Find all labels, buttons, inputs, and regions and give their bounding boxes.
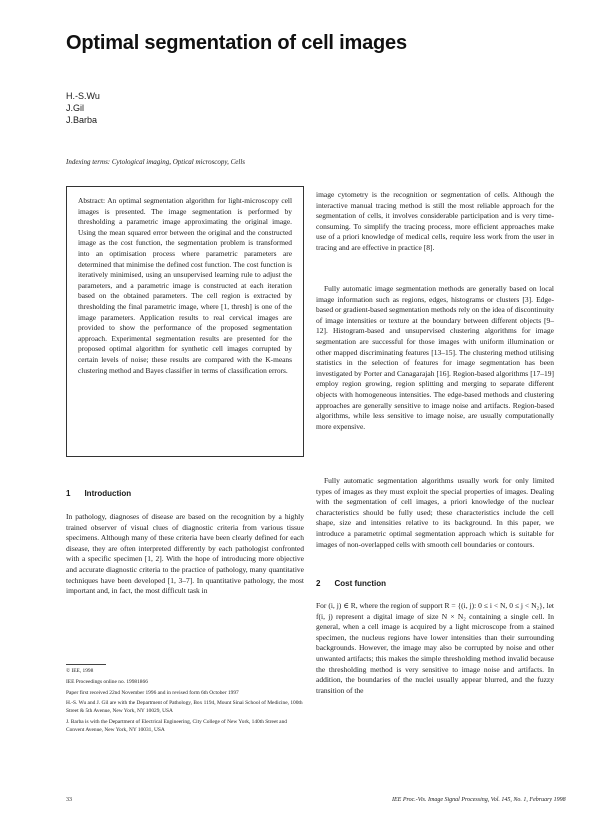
indexing-terms bbox=[66, 158, 245, 166]
paragraph: image cytometry is the recognition or segmentation of cells. Although the interactive manual tracing method is still the most reliable approach for the segmentation of cells, it involves considerable participation and is very time-consuming. To simplify the tracing process, more efficient approaches make use of a priori knowledge of medical cells, require less work from the user in tracing and are effective in practice [8]. bbox=[316, 190, 554, 252]
abstract bbox=[78, 196, 292, 376]
indexing-terms-label: Indexing terms: bbox=[66, 158, 111, 166]
section-number: 2 bbox=[316, 579, 321, 588]
section-heading-cost-function bbox=[316, 579, 386, 588]
abstract-label: Abstract: bbox=[78, 196, 106, 205]
section-title: Cost function bbox=[334, 579, 386, 588]
author-name: H.-S.Wu bbox=[66, 91, 100, 101]
paragraph: For (i, j) ∈ R, where the region of support R = {(i, j): 0 ≤ i < N, 0 ≤ j < N₂}, let f(i, j) represent a digital image of size N × N₂ containing a single cell. In general, when a cell image is acquired by a light microscope from a stained specimen, the nucleus regions have lower intensities than their surrounding backgrounds. However, the image may also be corrupted by noise and other unwanted artifacts; this makes the simple thresholding method invalid because the thresholding method is very sensitive to image noise and artifacts. In addition, the boundaries of the nuclei usually appear blurred, and the fuzzy transition of the bbox=[316, 601, 554, 695]
footnote: J. Barba is with the Department of Electrical Engineering, City College of New York, 140th Street and Convent Avenue, New York, NY 10031, USA bbox=[66, 718, 287, 733]
paragraph: Fully automatic segmentation algorithms usually work for only limited types of images as they must exploit the special properties of images. Dealing with the segmentation of cell images, a priori knowledge of the nuclear characteristics should be fully used; these characteristics include the cell shape, size and intensities relative to its background. In this paper, we introduce a parametric optimal segmentation approach which is suitable for images of non-overlapped cells with smooth cell boundaries or contours. bbox=[316, 476, 554, 549]
footnote: H.-S. Wu and J. Gil are with the Department of Pathology, Box 1194, Mount Sinai School of Medicine, 100th Street & 5th Avenue, New York, NY 10029, USA bbox=[66, 700, 303, 715]
footnote: © IEE, 1998 bbox=[66, 668, 94, 674]
footnote: Paper first received 22nd November 1996 and in revised form 6th October 1997 bbox=[66, 689, 239, 696]
footnote-rule bbox=[66, 664, 106, 665]
cost-function-text bbox=[316, 601, 554, 696]
author-list bbox=[66, 90, 100, 126]
right-column-paragraph bbox=[316, 284, 554, 432]
author-name: J.Gil bbox=[66, 103, 84, 113]
section-title: Introduction bbox=[84, 489, 132, 498]
footnotes bbox=[66, 664, 304, 738]
right-column-paragraph bbox=[316, 190, 554, 254]
right-column-paragraph bbox=[316, 476, 554, 550]
footnote: IEE Proceedings online no. 19981866 bbox=[66, 678, 148, 685]
paragraph: Fully automatic image segmentation methods are generally based on local image information such as regions, edges, histograms or clusters [3]. Edge-based or gradient-based segmentation methods rely on the idea of discontinuity of image intensities or texture at the boundary between different objects [9–12]. Histogram-based and unsupervised clustering algorithms for image segmentation are successful for those images with uniform illumination or other mapped discriminating features [13–15]. The clustering method utilising statistics in the selection of features for image segmentation has been investigated by Porter and Canagarajah [16]. Region-based algorithms [17–19] employ region growing, region splitting and merging to separate different objects with homogeneous intensities. The edge-based methods and clustering approaches are generally sensitive to image noise and artifacts. Region-based algorithms, while less sensitive to image noise, are usually computationally more expensive. bbox=[316, 284, 554, 431]
indexing-terms-text: Cytological imaging, Optical microscopy, Cells bbox=[111, 158, 246, 166]
section-number: 1 bbox=[66, 489, 71, 498]
author-name: J.Barba bbox=[66, 115, 98, 125]
journal-footer: IEE Proc.-Vis. Image Signal Processing, Vol. 145, No. 1, February 1998 bbox=[392, 797, 566, 803]
introduction-text bbox=[66, 512, 304, 597]
abstract-body: An optimal segmentation algorithm for light-microscopy cell images is presented. The image segmentation is performed by thresholding a parametric image approximating the original image. Using the mean squared error between the original and the constructed image as the cost function, the segmentation problem is transformed into an optimisation process where parametric parameters are determined that minimise the defined cost function. The cost function is iteratively minimised, using an unsupervised learning rule to adjust the parameters, and a parametric image is constructed at each iteration based on the obtained parameters. The cell region is extracted by thresholding the final parametric image, where [1, thresh] is one of the image parameters. Application results to real cervical images are provided to show the performance of the proposed segmentation approach. Experimental segmentation results are presented for the proposed optimal algorithm for synthetic cell images corrupted by certain levels of noise; these results are compared with the K-means clustering method and Bayes classifier in terms of classification errors. bbox=[78, 196, 292, 375]
paper-title: Optimal segmentation of cell images bbox=[66, 32, 407, 54]
paragraph: In pathology, diagnoses of disease are based on the recognition by a highly trained observer of visual clues of diagnostic criteria from various tissue specimens. Although many of these criteria have been clearly defined for each disease, they are often interpreted differently by each pathologist confronted with a specific specimen [1, 2]. With the hope of introducing more objective and accurate diagnostic criteria to the practice of pathology, many quantitative techniques have been developed [1, 3–7]. In quantitative pathology, the most important and, in fact, the most difficult task in bbox=[66, 512, 304, 596]
page-number: 33 bbox=[66, 797, 72, 803]
section-heading-introduction bbox=[66, 489, 131, 498]
